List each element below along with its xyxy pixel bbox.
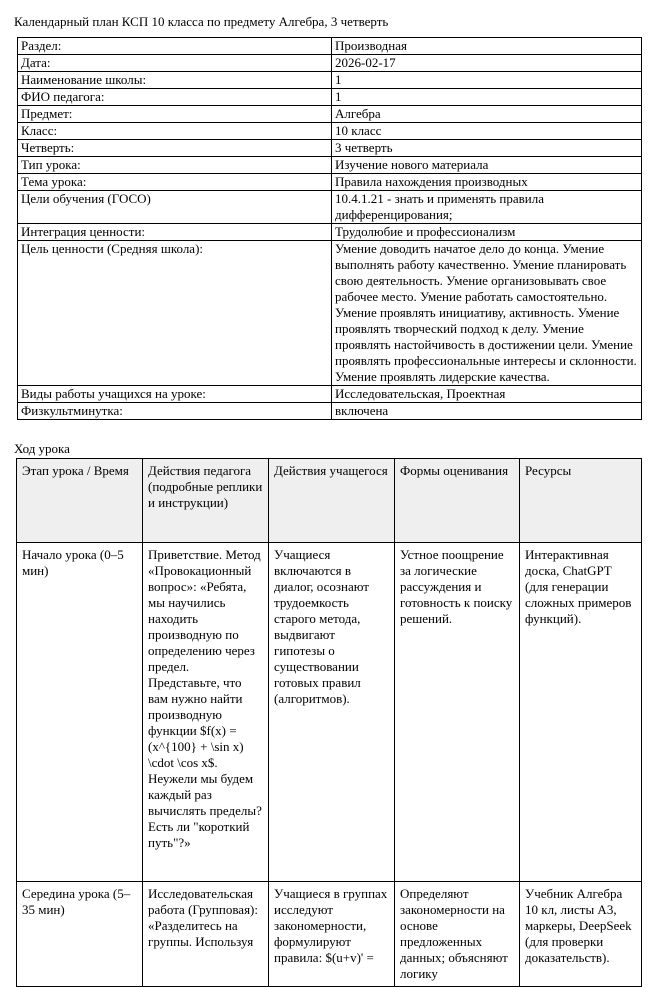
stage-cell: Начало урока (0–5 мин) <box>17 543 143 882</box>
info-row-lesson-type <box>18 157 642 174</box>
lesson-info-table <box>17 37 642 420</box>
info-row-lesson-topic <box>18 174 642 191</box>
info-value: 3 четверть <box>332 140 642 157</box>
lesson-header-row <box>17 459 642 543</box>
assessment-cell: Устное поощрение за логические рассуждения и готовность к поиску решений. <box>395 543 520 882</box>
info-value: 10.4.1.21 - знать и применять правила дифференцирования; <box>332 191 642 224</box>
student-actions-cell: Учащиеся включаются в диалог, осознают трудоемкость старого метода, выдвигают гипотезы о существовании готовых правил (алгоритмов). <box>269 543 395 882</box>
info-value: Производная <box>332 38 642 55</box>
info-value: Исследовательская, Проектная <box>332 386 642 403</box>
info-value: Алгебра <box>332 106 642 123</box>
info-value: 10 класс <box>332 123 642 140</box>
document-title: Календарный план КСП 10 класса по предмету Алгебра, 3 четверть <box>14 14 389 29</box>
info-value: Изучение нового материала <box>332 157 642 174</box>
info-value: Трудолюбие и профессионализм <box>332 224 642 241</box>
info-row-teacher <box>18 89 642 106</box>
info-row-work-types <box>18 386 642 403</box>
info-row-school <box>18 72 642 89</box>
info-label: Предмет: <box>18 106 332 123</box>
info-value: 1 <box>332 89 642 106</box>
info-row-learning-goals <box>18 191 642 224</box>
info-label: Тема урока: <box>18 174 332 191</box>
student-actions-cell: Учащиеся в группах исследуют закономерности, формулируют правила: $(u+v)' = <box>269 882 395 987</box>
column-header-resources: Ресурсы <box>520 459 642 543</box>
column-header-teacher: Действия педагога (подробные реплики и инструкции) <box>143 459 269 543</box>
info-row-section <box>18 38 642 55</box>
assessment-cell: Определяют закономерности на основе предложенных данных; объясняют логику <box>395 882 520 987</box>
lesson-row-middle <box>17 882 642 987</box>
info-value: 1 <box>332 72 642 89</box>
teacher-actions-cell: Приветствие. Метод «Провокационный вопрос»: «Ребята, мы научились находить производную по определению через предел. Представьте, что вам нужно найти производную функции $f(x) = (x^{100} + \sin x) \cdot \cos x$. Неужели мы будем каждый раз вычислять пределы? Есть ли "короткий путь"?» <box>143 543 269 882</box>
info-value: Правила нахождения производных <box>332 174 642 191</box>
info-label: ФИО педагога: <box>18 89 332 106</box>
info-row-class <box>18 123 642 140</box>
info-label: Раздел: <box>18 38 332 55</box>
info-label: Наименование школы: <box>18 72 332 89</box>
info-value: включена <box>332 403 642 420</box>
info-row-subject <box>18 106 642 123</box>
column-header-stage: Этап урока / Время <box>17 459 143 543</box>
info-row-value-goal <box>18 241 642 386</box>
column-header-assessment: Формы оценивания <box>395 459 520 543</box>
stage-cell: Середина урока (5–35 мин) <box>17 882 143 987</box>
info-label: Физкультминутка: <box>18 403 332 420</box>
info-label: Виды работы учащихся на уроке: <box>18 386 332 403</box>
info-label: Цели обучения (ГОСО) <box>18 191 332 224</box>
info-value: 2026-02-17 <box>332 55 642 72</box>
resources-cell: Интерактивная доска, ChatGPT (для генерации сложных примеров функций). <box>520 543 642 882</box>
info-row-value-integration <box>18 224 642 241</box>
info-row-date <box>18 55 642 72</box>
info-row-physical-break <box>18 403 642 420</box>
info-label: Дата: <box>18 55 332 72</box>
lesson-row-start <box>17 543 642 882</box>
info-label: Класс: <box>18 123 332 140</box>
info-label: Интеграция ценности: <box>18 224 332 241</box>
info-label: Тип урока: <box>18 157 332 174</box>
info-label: Четверть: <box>18 140 332 157</box>
lesson-plan-table <box>16 458 642 987</box>
teacher-actions-cell: Исследовательская работа (Групповая): «Разделитесь на группы. Используя <box>143 882 269 987</box>
resources-cell: Учебник Алгебра 10 кл, листы А3, маркеры, DeepSeek (для проверки доказательств). <box>520 882 642 987</box>
info-label: Цель ценности (Средняя школа): <box>18 241 332 386</box>
info-row-quarter <box>18 140 642 157</box>
info-value: Умение доводить начатое дело до конца. Умение выполнять работу качественно. Умение планировать свою деятельность. Умение организовывать свое рабочее место. Умение работать самостоятельно. Умение проявлять инициативу, активность. Умение проявлять творческий подход к делу. Умение проявлять настойчивость в достижении цели. Умение проявлять профессиональные интересы и склонности. Умение проявлять лидерские качества. <box>332 241 642 386</box>
lesson-progress-heading: Ход урока <box>14 441 70 456</box>
column-header-student: Действия учащегося <box>269 459 395 543</box>
